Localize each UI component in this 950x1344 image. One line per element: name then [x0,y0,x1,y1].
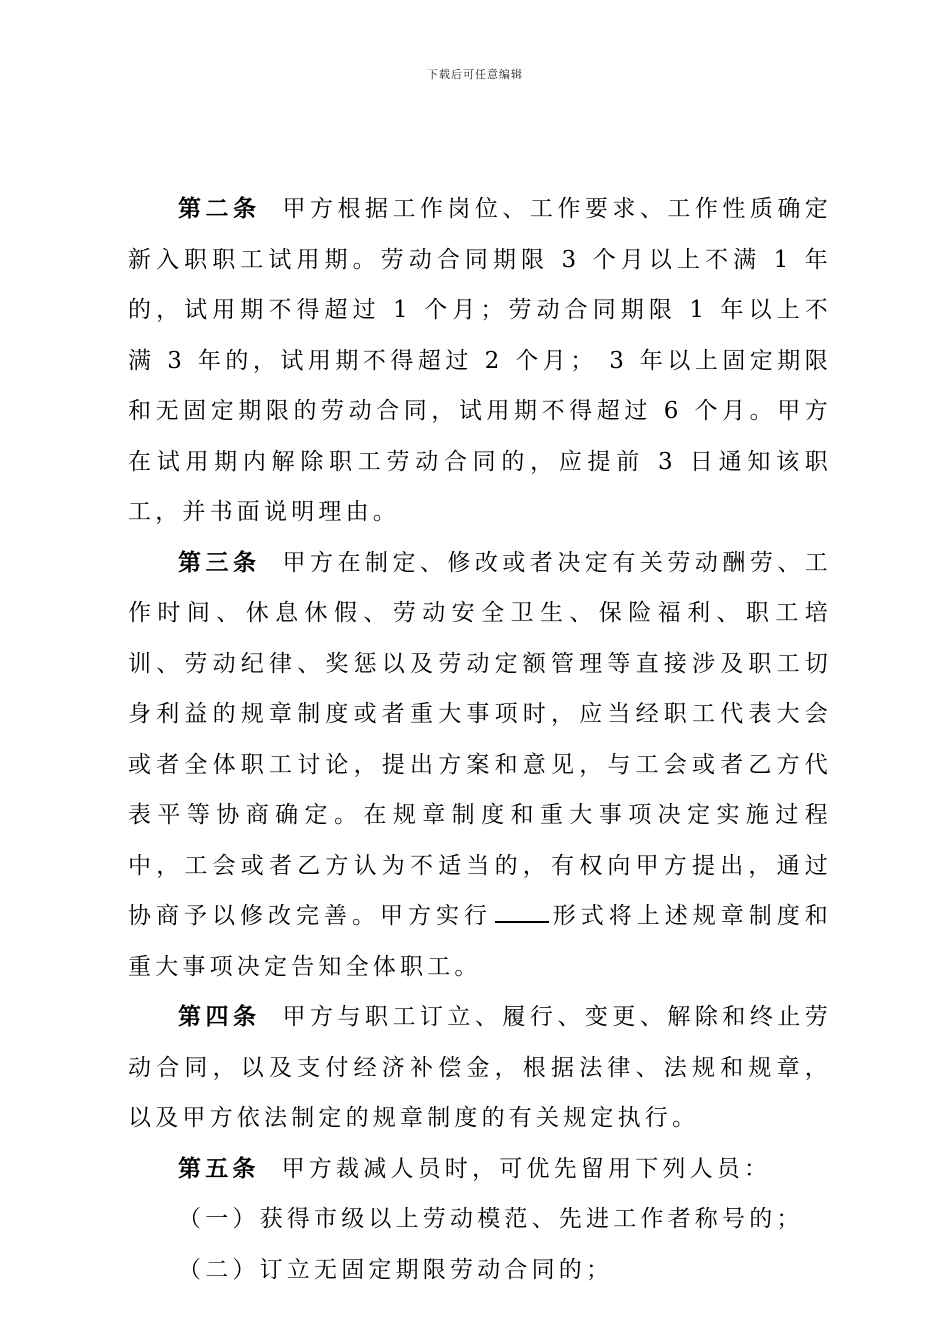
article-text: 甲方在制定、修改或者决定有关劳动酬劳、工作时间、休息休假、劳动安全卫生、保险福利、职工培训、劳动纪律、奖惩以及劳动定额管理等直接涉及职工切身利益的规章制度或者重大事项时，应当经职工代表大会或者全体职工讨论，提出方案和意见，与工会或者乙方代表平等协商确定。在规章制度和重大事项决定实施过程中，工会或者乙方认为不适当的，有权向甲方提出，通过协商予以修改完善。甲方实行 [128,549,833,929]
fill-in-blank [495,903,549,923]
document-body [128,184,832,1295]
article-label: 第二条 [178,195,261,222]
page-header-note: 下载后可任意编辑 [427,68,523,81]
article-2 [128,184,832,538]
article-5 [128,1144,832,1195]
article-label: 第三条 [178,548,261,576]
article-label: 第五条 [178,1154,260,1182]
list-item: （一）获得市级以上劳动模范、先进工作者称号的； [178,1206,804,1232]
article-text: 甲方根据工作岗位、工作要求、工作性质确定新入职职工试用期。劳动合同期限 3 个月以上不满 1 年的，试用期不得超过 1 个月；劳动合同期限 1 年以上不满 3 年的，试用期不得超过 2 个月； 3 年以上固定期限和无固定期限的劳动合同，试用期不得超过 6 个月。甲方在试用期内解除职工劳动合同的，应提前 3 日通知该职工，并书面说明理由。 [128,196,833,525]
article-text-continued: 形式将上述规章制度和重大事项决定告知全体职工。 [128,903,832,980]
article-text: 甲方与职工订立、履行、变更、解除和终止劳动合同，以及支付经济补偿金，根据法律、法规和规章，以及甲方依法制定的规章制度的有关规定执行。 [128,1004,833,1131]
article-label: 第四条 [178,1003,261,1030]
article-4 [128,992,832,1144]
list-item: （二）订立无固定期限劳动合同的； [178,1256,614,1283]
article-3 [128,538,832,993]
article-text: 甲方裁减人员时，可优先留用下列人员： [281,1155,772,1182]
